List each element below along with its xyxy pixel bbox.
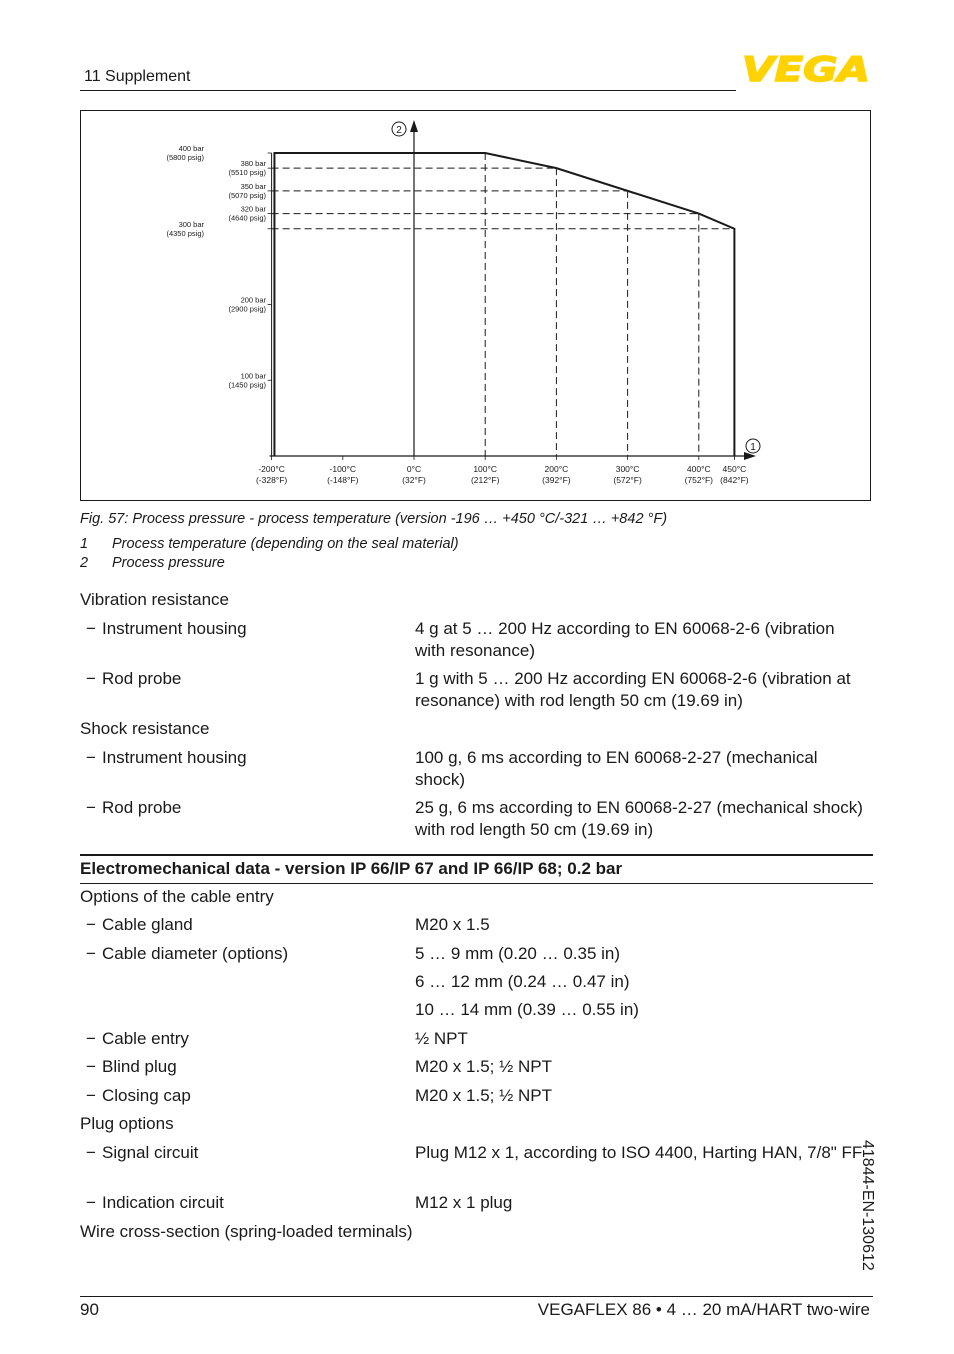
section-heading: Electromechanical data - version IP 66/IP 67 and IP 66/IP 68; 0.2 bar bbox=[80, 859, 623, 878]
y-tick-label: 300 bar bbox=[178, 219, 204, 229]
label-text: Rod probe bbox=[102, 798, 182, 817]
y-tick-label: (4640 psig) bbox=[228, 213, 266, 223]
shock-housing-label: − Instrument housing bbox=[86, 748, 247, 767]
indication-circuit-label: − Indication circuit bbox=[86, 1193, 224, 1212]
y-tick-label: (4350 psig) bbox=[166, 228, 204, 238]
cable-options-label: Options of the cable entry bbox=[80, 887, 274, 906]
legend-item-2 bbox=[80, 555, 225, 571]
x-tick-label: (-148°F) bbox=[327, 475, 359, 485]
closing-cap-value: M20 x 1.5; ½ NPT bbox=[415, 1086, 552, 1105]
cable-entry-label: − Cable entry bbox=[86, 1029, 189, 1048]
x-tick-label: 300°C bbox=[615, 464, 640, 474]
header-rule bbox=[80, 90, 736, 91]
section-label: 11 Supplement bbox=[84, 68, 191, 85]
y-tick-label: 400 bar bbox=[178, 144, 204, 153]
y-tick-label: (5800 psig) bbox=[166, 153, 204, 162]
figure-caption: Fig. 57: Process pressure - process temperature (version -196 … +450 °C/-321 … +842 °F) bbox=[80, 511, 668, 527]
vibration-rod-value: 1 g with 5 … 200 Hz according EN 60068-2-6 (vibration at resonance) with rod length 50 cm (19.69 in) bbox=[415, 669, 851, 710]
cable-diameter-option: 10 … 14 mm (0.39 … 0.55 in) bbox=[415, 1000, 639, 1019]
y-tick-label: (1450 psig) bbox=[228, 380, 266, 390]
x-tick-label: (572°F) bbox=[613, 475, 642, 485]
x-tick-label: (32°F) bbox=[402, 475, 426, 485]
label-text: Instrument housing bbox=[102, 748, 247, 767]
cable-entry-value: ½ NPT bbox=[415, 1029, 468, 1048]
footer-title: VEGAFLEX 86 • 4 … 20 mA/HART two-wire bbox=[537, 1300, 870, 1319]
x-tick-label: (752°F) bbox=[684, 475, 714, 485]
footer-rule bbox=[80, 1296, 873, 1297]
x-tick-label: 100°C bbox=[473, 464, 498, 474]
pressure-temperature-chart bbox=[80, 110, 871, 501]
document-id: 41844-EN-130612 bbox=[859, 1140, 876, 1271]
cable-diameter-option: 5 … 9 mm (0.20 … 0.35 in) bbox=[415, 944, 621, 963]
legend-number: 2 bbox=[80, 555, 89, 571]
legend-text: Process pressure bbox=[112, 555, 225, 571]
x-tick-label: -100°C bbox=[329, 464, 357, 474]
pressure-temperature-curve bbox=[274, 153, 734, 456]
shock-rod-label: − Rod probe bbox=[86, 798, 182, 817]
y-tick-label: 320 bar bbox=[240, 204, 266, 214]
y-tick-label: 100 bar bbox=[240, 371, 266, 381]
vibration-housing-value: 4 g at 5 … 200 Hz according to EN 60068-2-6 (vibration with resonance) bbox=[415, 619, 835, 660]
blind-plug-value: M20 x 1.5; ½ NPT bbox=[415, 1057, 552, 1076]
cable-gland-value: M20 x 1.5 bbox=[415, 915, 490, 934]
vibration-housing-label: − Instrument housing bbox=[86, 619, 247, 638]
label-text: Signal circuit bbox=[102, 1143, 199, 1162]
cable-gland-label: − Cable gland bbox=[86, 915, 193, 934]
label-text: Cable gland bbox=[102, 915, 193, 934]
y-tick-label: 380 bar bbox=[240, 159, 266, 169]
y-tick-label: 350 bar bbox=[240, 181, 266, 191]
section-rule-bottom bbox=[80, 883, 873, 884]
label-text: Rod probe bbox=[102, 669, 182, 688]
plug-options-label: Plug options bbox=[80, 1114, 174, 1133]
y-tick-label: (2900 psig) bbox=[228, 304, 266, 314]
vega-logo bbox=[742, 52, 872, 84]
label-text: Cable entry bbox=[102, 1029, 189, 1048]
legend-item-1 bbox=[80, 536, 459, 552]
y-tick-label: (5070 psig) bbox=[228, 190, 266, 200]
page-number: 90 bbox=[80, 1300, 99, 1319]
shock-rod-value: 25 g, 6 ms according to EN 60068-2-27 (mechanical shock) with rod length 50 cm (19.69 in) bbox=[415, 798, 863, 839]
indication-circuit-value: M12 x 1 plug bbox=[415, 1193, 513, 1212]
x-tick-label: (212°F) bbox=[470, 475, 500, 485]
x-tick-label: (392°F) bbox=[542, 475, 571, 485]
y-tick-label: 200 bar bbox=[240, 295, 266, 305]
x-tick-label: 0°C bbox=[406, 464, 422, 474]
cable-diameter-label: − Cable diameter (options) bbox=[86, 944, 289, 963]
blind-plug-label: − Blind plug bbox=[86, 1057, 177, 1076]
wire-cross-section-label: Wire cross-section (spring-loaded terminals) bbox=[80, 1222, 413, 1241]
x-tick-label: 450°C bbox=[722, 464, 747, 474]
vibration-label: Vibration resistance bbox=[80, 590, 229, 609]
section-rule-top bbox=[80, 854, 873, 856]
cable-diameter-option: 6 … 12 mm (0.24 … 0.47 in) bbox=[415, 972, 630, 991]
signal-circuit-value: Plug M12 x 1, according to ISO 4400, Harting HAN, 7/8" FF bbox=[415, 1143, 863, 1162]
legend-text: Process temperature (depending on the seal material) bbox=[112, 536, 459, 552]
x-tick-label: 200°C bbox=[544, 464, 569, 474]
x-tick-label: -200°C bbox=[258, 464, 285, 474]
label-text: Indication circuit bbox=[102, 1193, 224, 1212]
pressure-axis-arrow bbox=[410, 120, 418, 132]
shock-label: Shock resistance bbox=[80, 719, 210, 738]
y-tick-label: (5510 psig) bbox=[228, 168, 266, 178]
marker-1-label: 1 bbox=[750, 442, 756, 453]
label-text: Instrument housing bbox=[102, 619, 247, 638]
signal-circuit-label: − Signal circuit bbox=[86, 1143, 199, 1162]
label-text: Cable diameter (options) bbox=[102, 944, 289, 963]
closing-cap-label: − Closing cap bbox=[86, 1086, 191, 1105]
shock-housing-value: 100 g, 6 ms according to EN 60068-2-27 (mechanical shock) bbox=[415, 748, 818, 789]
legend-number: 1 bbox=[80, 536, 89, 552]
marker-2-label: 2 bbox=[396, 125, 402, 136]
svg-text:VEGA: VEGA bbox=[742, 52, 870, 84]
label-text: Closing cap bbox=[102, 1086, 191, 1105]
x-tick-label: (842°F) bbox=[720, 475, 749, 485]
x-tick-label: (-328°F) bbox=[255, 475, 288, 485]
x-tick-label: 400°C bbox=[686, 464, 711, 474]
vibration-rod-label: − Rod probe bbox=[86, 669, 182, 688]
label-text: Blind plug bbox=[102, 1057, 177, 1076]
